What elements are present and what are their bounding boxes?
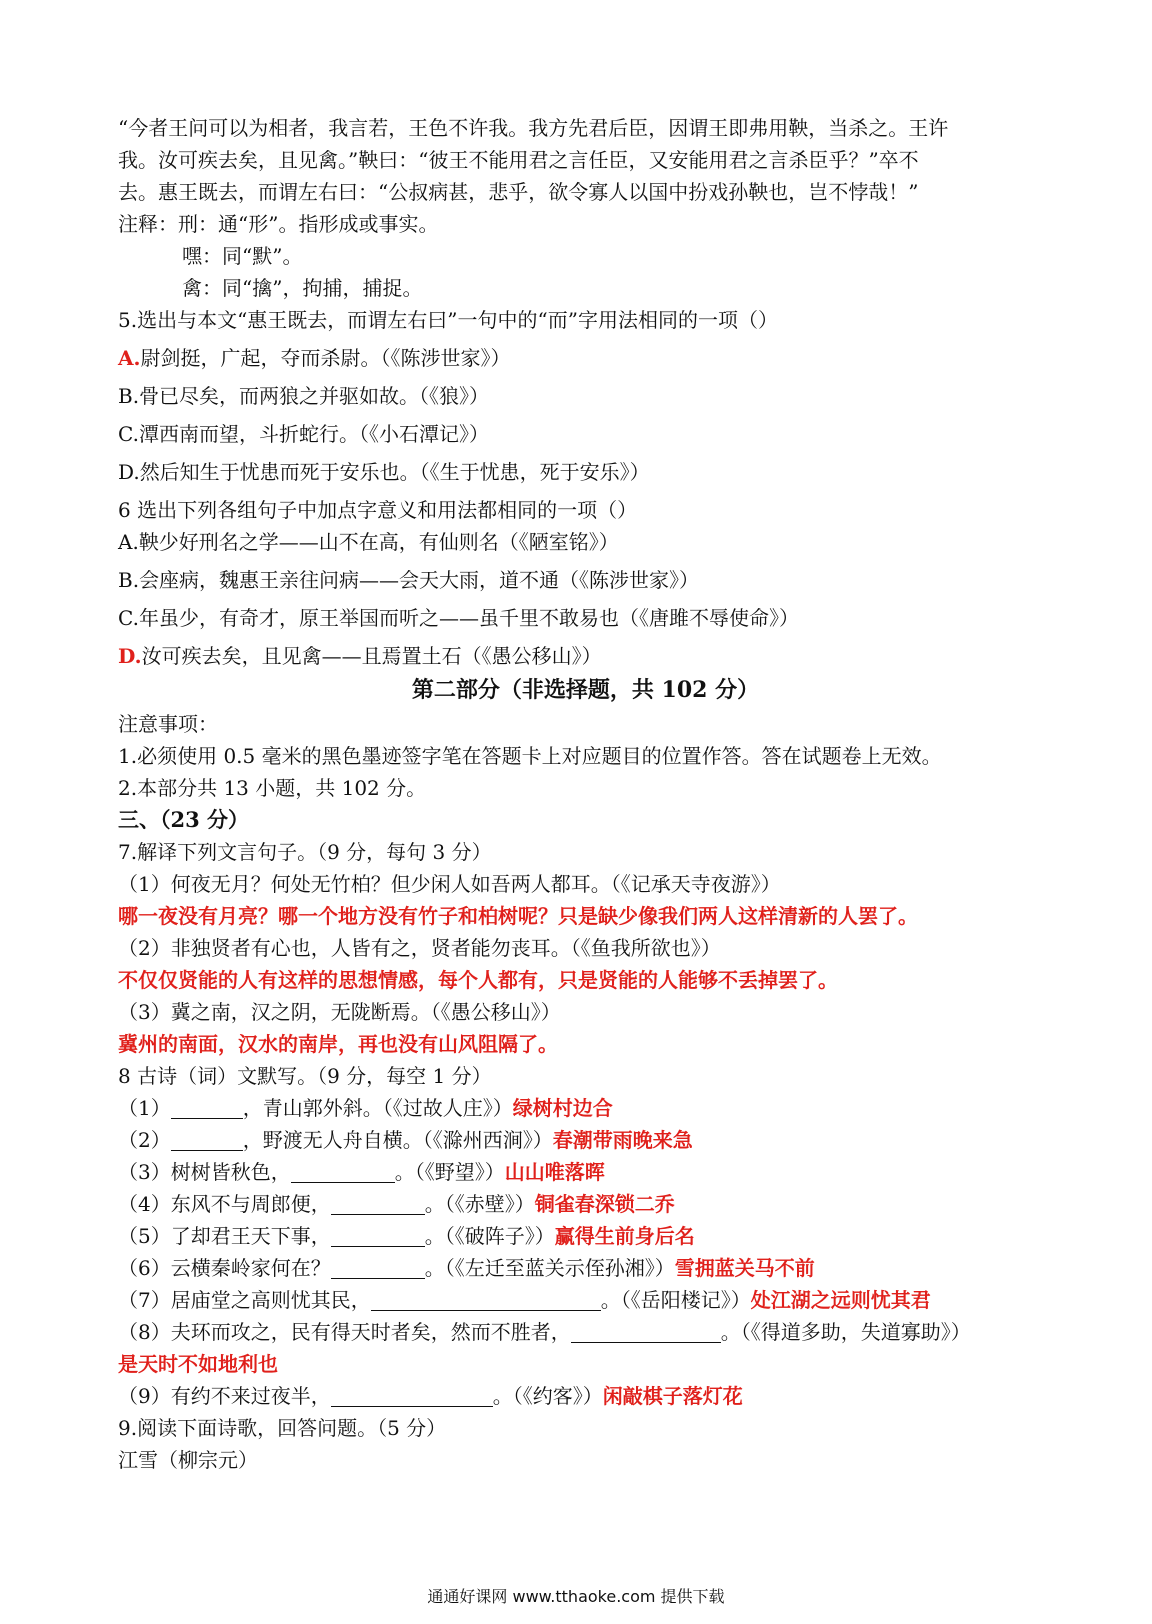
q8-answer: 是天时不如地利也: [118, 1352, 278, 1376]
poem-title: 江雪（柳宗元）: [118, 1448, 258, 1472]
q6-option-b: B.会座病，魏惠王亲往问病——会天大雨，道不通（《陈涉世家》）: [118, 568, 700, 592]
question-5-stem: 5.选出与本文“惠王既去，而谓左右曰”一句中的“而”字用法相同的一项（）: [118, 308, 778, 332]
notice-item: 1.必须使用 0.5 毫米的黑色墨迹签字笔在答题卡上对应题目的位置作答。答在试题卷上无效。: [118, 744, 942, 768]
q5-option-c: C.潭西南而望，斗折蛇行。（《小石潭记》）: [118, 422, 489, 446]
q7-answer: 不仅仅贤能的人有这样的思想情感，每个人都有，只是贤能的人能够不丢掉罢了。: [118, 968, 838, 992]
q8-item: （7）居庙堂之高则忧其民， 。（《岳阳楼记》）处江湖之远则忧其君: [118, 1288, 931, 1312]
part-two-title: 第二部分（非选择题，共 102 分）: [411, 677, 760, 703]
notice-label: 注意事项：: [118, 712, 218, 736]
question-9-stem: 9.阅读下面诗歌，回答问题。（5 分）: [118, 1416, 447, 1440]
q7-answer: 冀州的南面，汉水的南岸，再也没有山风阻隔了。: [118, 1032, 558, 1056]
question-7-stem: 7.解译下列文言句子。（9 分，每句 3 分）: [118, 840, 492, 864]
note-line: 嘿：同“默”。: [182, 244, 303, 268]
notice-item: 2.本部分共 13 小题，共 102 分。: [118, 776, 427, 800]
q5-option-a: A.尉剑挺，广起，夺而杀尉。（《陈涉世家》）: [118, 346, 511, 370]
q6-option-d: D.汝可疾去矣，且见禽——且焉置土石（《愚公移山》）: [118, 644, 602, 668]
passage-line: 去。惠王既去，而谓左右曰：“公叔病甚，悲乎，欲令寡人以国中扮戏孙鞅也，岂不悖哉！”: [118, 180, 919, 204]
note-line: 禽：同“擒”，拘捕，捕捉。: [182, 276, 423, 300]
q7-answer: 哪一夜没有月亮？哪一个地方没有竹子和柏树呢？只是缺少像我们两人这样清新的人罢了。: [118, 904, 918, 928]
q8-item: （1） ，青山郭外斜。（《过故人庄》）绿树村边合: [118, 1096, 613, 1120]
q6-option-c: C.年虽少，有奇才，原王举国而听之——虽千里不敢易也（《唐雎不辱使命》）: [118, 606, 799, 630]
document-page: [118, 112, 1053, 1476]
page-footer: 通通好课网 www.tthaoke.com 提供下载: [427, 1587, 725, 1606]
q5-option-d: D.然后知生于忧患而死于安乐也。（《生于忧患，死于安乐》）: [118, 460, 650, 484]
q7-item: （2）非独贤者有心也，人皆有之，贤者能勿丧耳。（《鱼我所欲也》）: [118, 936, 721, 960]
passage-line: 我。汝可疾去矣，且见禽。”鞅曰：“彼王不能用君之言任臣，又安能用君之言杀臣乎？”卒不: [118, 148, 919, 172]
q6-option-a: A.鞅少好刑名之学——山不在高，有仙则名（《陋室铭》）: [118, 530, 619, 554]
q8-item: （2） ，野渡无人舟自横。（《滁州西涧》）春潮带雨晚来急: [118, 1128, 693, 1152]
q8-item: （8）夫环而攻之，民有得天时者矣，然而不胜者， 。（《得道多助，失道寡助》）: [118, 1320, 971, 1344]
q8-item: （4）东风不与周郎便， 。（《赤壁》）铜雀春深锁二乔: [118, 1192, 675, 1216]
q8-item: （5）了却君王天下事， 。（《破阵子》）赢得生前身后名: [118, 1224, 695, 1248]
passage-line: “今者王问可以为相者，我言若，王色不许我。我方先君后臣，因谓王即弗用鞅，当杀之。王许: [118, 116, 949, 140]
question-6-stem: 6 选出下列各组句子中加点字意义和用法都相同的一项（）: [118, 498, 638, 522]
question-8-stem: 8 古诗（词）文默写。（9 分，每空 1 分）: [118, 1064, 492, 1088]
q5-option-b: B.骨已尽矣，而两狼之并驱如故。（《狼》）: [118, 384, 490, 408]
q8-item: （3）树树皆秋色， 。（《野望》）山山唯落晖: [118, 1160, 605, 1184]
q8-item: （9）有约不来过夜半， 。（《约客》）闲敲棋子落灯花: [118, 1384, 743, 1408]
q7-item: （1）何夜无月？何处无竹柏？但少闲人如吾两人都耳。（《记承天寺夜游》）: [118, 872, 781, 896]
note-line: 注释：刑：通“形”。指形成或事实。: [118, 212, 439, 236]
q8-item: （6）云横秦岭家何在？ 。（《左迁至蓝关示侄孙湘》）雪拥蓝关马不前: [118, 1256, 815, 1280]
q7-item: （3）冀之南，汉之阴，无陇断焉。（《愚公移山》）: [118, 1000, 561, 1024]
section-three-heading: 三、（23 分）: [118, 807, 250, 832]
